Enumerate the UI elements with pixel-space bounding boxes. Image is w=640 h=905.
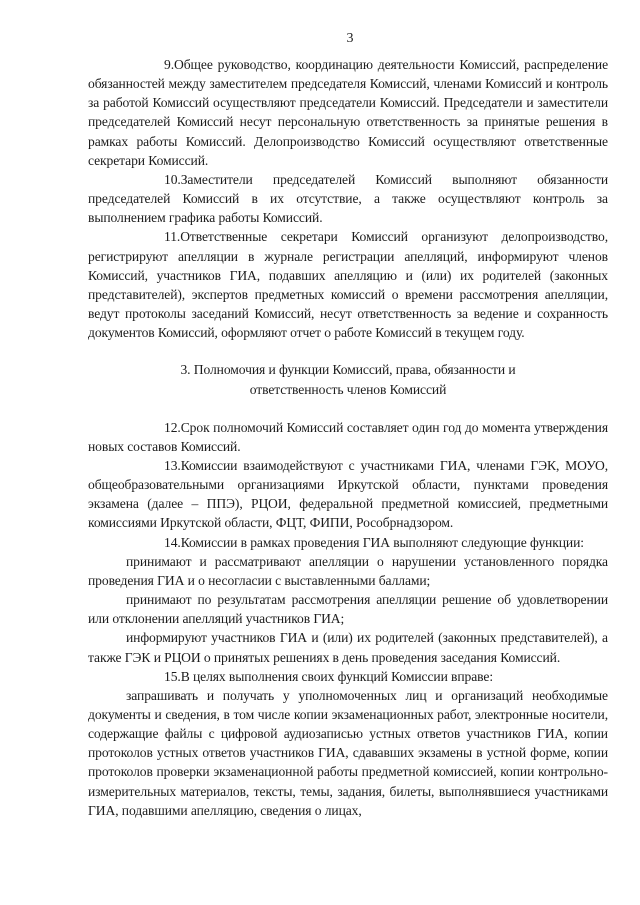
function-item: принимают и рассматривают апелляции о нарушении установленного порядка проведения ГИА и о несогласии с выставленными баллами; — [88, 553, 608, 588]
section-heading — [88, 360, 608, 398]
page-number: 3 — [346, 31, 354, 46]
paragraph-text: Срок полномочий Комиссий составляет один год до момента утверждения новых составов Комиссий. — [88, 419, 608, 454]
function-item: информируют участников ГИА и (или) их родителей (законных представителей), а также ГЭК и РЦОИ о принятых решениях в день проведения заседания Комиссий. — [88, 630, 608, 665]
document-page — [88, 30, 608, 820]
paragraph-text: Ответственные секретари Комиссий организуют делопроизводство, регистрируют апелляции в журнале регистрации апелляций, информируют членов Комиссий, участников ГИА, подавших апелляцию и (или) их родителей (законных представителей), экспертов предметных комиссий о времени рассмотрения апелляции, ведут протоколы заседаний Комиссий, несут ответственность за ведение и сохранность документов Комиссий, оформляют отчет о работе Комиссий в текущем году. — [88, 229, 608, 341]
paragraph-15 — [88, 667, 608, 686]
paragraph-9 — [88, 55, 608, 170]
section-heading-line-1: 3. Полномочия и функции Комиссий, права, обязанности и — [180, 362, 516, 378]
paragraph-number: 15. — [164, 668, 181, 684]
paragraph-number: 10. — [164, 171, 181, 187]
paragraph-number: 11. — [164, 229, 181, 245]
paragraph-text: Комиссии взаимодействуют с участниками ГИА, членами ГЭК, МОУО, общеобразовательными организациями Иркутской области, пунктами проведения экзамена (далее – ППЭ), РЦОИ, федеральной предметной комиссией, предметными комиссиями Иркутской области, ФЦТ, ФИПИ, Рособрнадзором. — [88, 457, 608, 531]
paragraph-number: 14. — [164, 534, 181, 550]
section-heading-line-2: ответственность членов Комиссий — [249, 381, 447, 397]
paragraph-11 — [88, 227, 608, 342]
paragraph-text: Заместители председателей Комиссий выполняют обязанности председателей Комиссий в их отсутствие, а также осуществляют контроль за выполнением графика работы Комиссий. — [88, 171, 608, 226]
paragraph-13 — [88, 456, 608, 533]
function-item: принимают по результатам рассмотрения апелляции решение об удовлетворении или отклонении апелляций участников ГИА; — [88, 592, 608, 627]
paragraph-10 — [88, 170, 608, 227]
paragraph-14 — [88, 533, 608, 552]
paragraph-12 — [88, 418, 608, 456]
paragraph-text: Общее руководство, координацию деятельности Комиссий, распределение обязанностей между заместителем председателя Комиссий, членами Комиссий и контроль за работой Комиссий осуществляют председатели Комиссий. Председатели и заместители председателей Комиссий несут персональную ответственность за принятые решения в рамках работы Комиссий. Делопроизводство Комиссий осуществляют ответственные секретари Комиссий. — [88, 57, 608, 168]
paragraph-number: 12. — [164, 419, 181, 435]
paragraph-text: В целях выполнения своих функций Комиссии вправе: — [180, 668, 494, 684]
paragraph-text: Комиссии в рамках проведения ГИА выполняют следующие функции: — [180, 534, 584, 550]
paragraph-number: 13. — [164, 457, 181, 473]
rights-item: запрашивать и получать у уполномоченных лиц и организаций необходимые документы и сведения, в том числе копии экзаменационных работ, электронные носители, содержащие файлы с цифровой аудиозаписью устных ответов участников ГИА, копии протоколов устных ответов участников ГИА, сдававших экзамены в устной форме, копии протоколов проверки экзаменационной работы предметной комиссией, копии контрольно-измерительных материалов, тексты, темы, задания, билеты, выполнявшиеся участниками ГИА, подавшими апелляцию, сведения о лицах, — [88, 687, 608, 818]
paragraph-number: 9. — [164, 57, 174, 72]
